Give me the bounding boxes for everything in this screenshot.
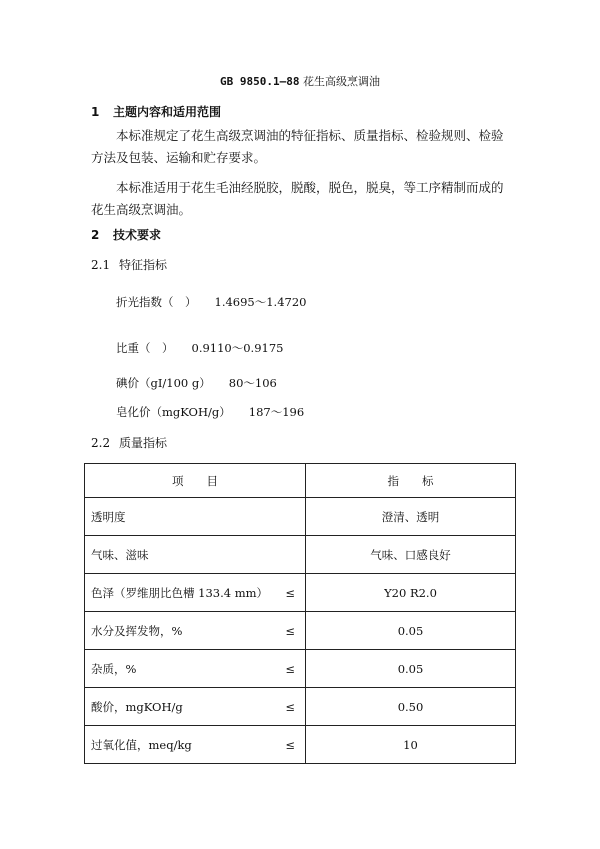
row-item-label: 过氧化值，meq/kg: [91, 737, 192, 752]
section-2-title: 技术要求: [113, 228, 162, 242]
spec-label: 折光指数（ ）: [116, 295, 197, 309]
row-value: Y20 R2.0: [306, 574, 516, 612]
subsection-2-2-number: 2.2: [91, 436, 111, 450]
less-equal-symbol: ≤: [285, 699, 295, 714]
spec-label: 碘价（gI/100 g）: [116, 376, 211, 390]
row-item-label: 气味、滋味: [91, 547, 149, 562]
spec-label: 比重（ ）: [116, 341, 174, 355]
subsection-2-1-number: 2.1: [91, 258, 111, 272]
section-1-title: 主题内容和适用范围: [113, 105, 222, 119]
row-item: [85, 574, 306, 612]
subsection-2-1-heading: [91, 256, 167, 273]
subsection-2-1-title: 特征指标: [119, 258, 168, 272]
spec-value: 187～196: [248, 405, 305, 419]
table-row: [85, 574, 516, 612]
row-value: 0.05: [306, 612, 516, 650]
row-item: [85, 688, 306, 726]
row-item: [85, 498, 306, 536]
spec-value: 0.9110～0.9175: [191, 341, 284, 355]
row-item-label: 色泽（罗维朋比色槽 133.4 mm）: [91, 585, 269, 600]
table-row: [85, 650, 516, 688]
section-1-paragraph-1: 本标准规定了花生高级烹调油的特征指标、质量指标、检验规则、检验方法及包装、运输和贮存要求。: [91, 128, 504, 165]
section-2-heading: [91, 226, 161, 243]
row-value: 0.05: [306, 650, 516, 688]
less-equal-symbol: ≤: [285, 585, 295, 600]
less-equal-symbol: ≤: [285, 661, 295, 676]
standard-code: GB 9850.1—88: [220, 75, 300, 88]
row-item: [85, 726, 306, 764]
header-value: 指 标: [306, 464, 516, 498]
row-item: [85, 536, 306, 574]
row-item-label: 杂质，%: [91, 661, 137, 676]
row-value: 澄清、透明: [306, 498, 516, 536]
spec-saponification-value: [116, 404, 304, 420]
row-item-label: 水分及挥发物，%: [91, 623, 183, 638]
section-1-heading: [91, 103, 221, 120]
row-value: 10: [306, 726, 516, 764]
row-value: 0.50: [306, 688, 516, 726]
table-row: [85, 536, 516, 574]
row-item: [85, 650, 306, 688]
row-item-label: 透明度: [91, 509, 126, 524]
row-item: [85, 612, 306, 650]
row-value: 气味、口感良好: [306, 536, 516, 574]
row-item-label: 酸价，mgKOH/g: [91, 699, 183, 714]
header-item: 项 目: [85, 464, 306, 498]
spec-refractive-index: [116, 294, 306, 310]
spec-value: 1.4695～1.4720: [214, 295, 307, 309]
table-row: [85, 726, 516, 764]
spec-specific-gravity: [116, 340, 283, 356]
section-1-number: 1: [91, 105, 100, 119]
spec-value: 80～106: [228, 376, 277, 390]
table-header-row: [85, 464, 516, 498]
spec-iodine-value: [116, 375, 277, 391]
section-1-paragraph-2: 本标准适用于花生毛油经脱胶，脱酸，脱色，脱臭，等工序精制而成的花生高级烹调油。: [91, 180, 504, 217]
document-title: [0, 73, 600, 89]
table-row: [85, 688, 516, 726]
spec-label: 皂化价（mgKOH/g）: [116, 405, 231, 419]
less-equal-symbol: ≤: [285, 623, 295, 638]
subsection-2-2-heading: [91, 434, 167, 451]
less-equal-symbol: ≤: [285, 737, 295, 752]
quality-index-table: [84, 463, 516, 764]
subsection-2-2-title: 质量指标: [119, 436, 168, 450]
table-row: [85, 498, 516, 536]
section-2-number: 2: [91, 228, 100, 242]
standard-name: 花生高级烹调油: [302, 75, 380, 88]
table-row: [85, 612, 516, 650]
